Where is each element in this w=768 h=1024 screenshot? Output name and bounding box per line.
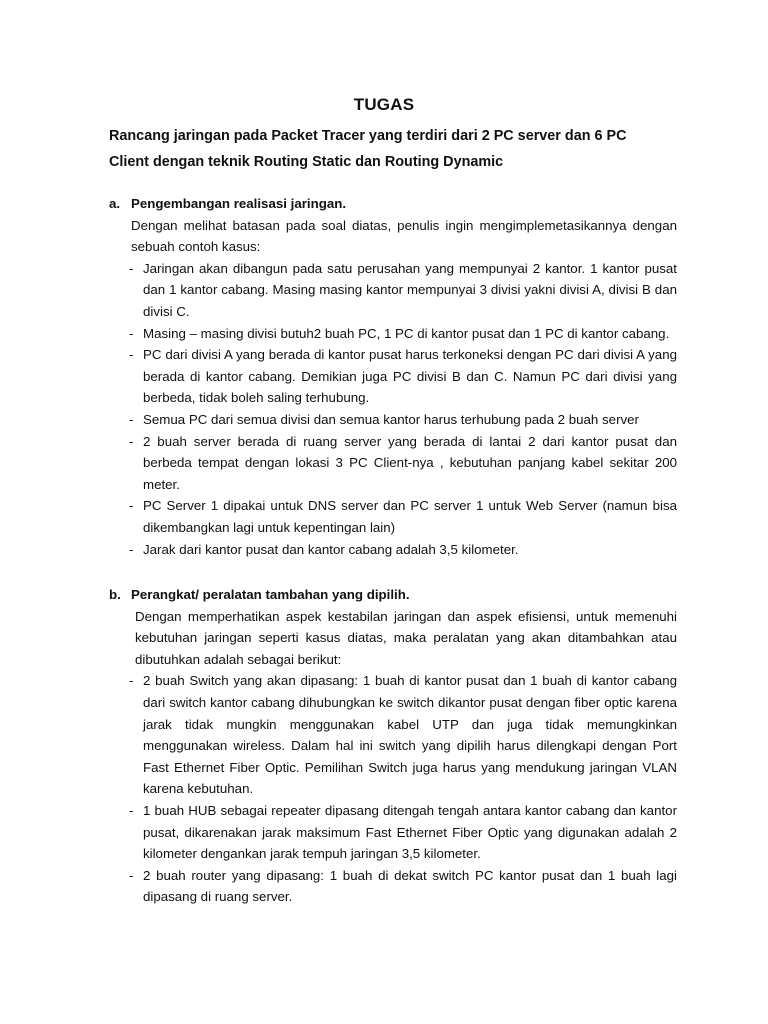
section-b-heading-text: Perangkat/ peralatan tambahan yang dipilih. (131, 587, 410, 602)
list-item (109, 344, 679, 409)
list-item-text: 2 buah router yang dipasang: 1 buah di dekat switch PC kantor pusat dan 1 buah lagi dipasang di ruang server. (143, 867, 677, 905)
list-item (109, 431, 679, 496)
section-a-intro: Dengan melihat batasan pada soal diatas, penulis ingin mengimplemetasikannya dengan sebuah contoh kasus: (131, 217, 677, 255)
list-item (109, 670, 679, 800)
section-b-intro: Dengan memperhatikan aspek kestabilan jaringan dan aspek efisiensi, untuk memenuhi kebutuhan jaringan seperti kasus diatas, maka peralatan yang akan ditambahkan atau dibutuhkan adalah sebagai berikut: (135, 608, 677, 667)
list-item-text: Semua PC dari semua divisi dan semua kantor harus terhubung pada 2 buah server (143, 411, 639, 427)
list-item-text: 2 buah Switch yang akan dipasang: 1 buah di kantor pusat dan 1 buah di kantor cabang dari switch kantor cabang dihubungkan ke switch dikantor pusat dengan fiber optic karena jarak tidak mungkin menggunakan kabel UTP dan juga tidak memungkinkan menggunakan wireless. Dalam hal ini switch yang dipilih harus dilengkapi dengan Port Fast Ethernet Fiber Optic. Pemilihan Switch juga harus yang mendukung jaringan VLAN karena kebutuhan. (143, 673, 677, 797)
document-title: TUGAS (353, 95, 415, 114)
section-b-heading (109, 584, 679, 606)
list-item-text: Jarak dari kantor pusat dan kantor cabang adalah 3,5 kilometer. (143, 541, 519, 557)
list-item (109, 495, 679, 538)
list-item-text: Masing – masing divisi butuh2 buah PC, 1 PC di kantor pusat dan 1 PC di kantor cabang. (143, 325, 670, 341)
list-item (109, 323, 679, 345)
list-marker: - (129, 867, 134, 883)
section-a-letter: a. (109, 196, 121, 211)
list-marker: - (129, 433, 134, 449)
list-item (109, 800, 679, 865)
list-marker: - (129, 347, 134, 363)
list-marker: - (129, 802, 134, 818)
section-b-letter: b. (109, 587, 121, 602)
list-item (109, 865, 679, 908)
list-item-text: 1 buah HUB sebagai repeater dipasang ditengah tengah antara kantor cabang dan kantor pusat, dikarenakan jarak maksimum Fast Ethernet Fiber Optic yang digunakan adalah 2 kilometer dengankan jarak tempuh jaringan 3,5 kilometer. (143, 802, 677, 862)
list-item-text: PC dari divisi A yang berada di kantor pusat harus terkoneksi dengan PC dari divisi A yang berada di kantor cabang. Demikian juga PC divisi B dan C. Namun PC dari divisi yang berbeda, tidak boleh saling terhubung. (143, 347, 677, 406)
list-marker: - (129, 541, 134, 557)
section-a-list (109, 258, 679, 560)
list-item-text: 2 buah server berada di ruang server yang berada di lantai 2 dari kantor pusat dan berbeda tempat dengan lokasi 3 PC Client-nya , kebutuhan panjang kabel sekitar 200 meter. (143, 433, 677, 492)
list-marker: - (129, 325, 134, 341)
section-b (109, 584, 679, 908)
list-item-text: PC Server 1 dipakai untuk DNS server dan PC server 1 untuk Web Server (namun bisa dikembangkan lagi untuk kepentingan lain) (143, 498, 677, 535)
document-subtitle: Rancang jaringan pada Packet Tracer yang terdiri dari 2 PC server dan 6 PC Client dengan teknik Routing Static dan Routing Dynamic (109, 128, 627, 170)
section-a (109, 193, 679, 560)
list-marker: - (129, 498, 134, 514)
list-marker: - (129, 260, 134, 276)
section-a-heading-text: Pengembangan realisasi jaringan. (131, 196, 347, 211)
list-item (109, 409, 679, 431)
list-item (109, 539, 679, 561)
list-marker: - (129, 673, 134, 689)
section-b-list (109, 670, 679, 908)
section-a-heading (109, 193, 679, 215)
list-marker: - (129, 411, 134, 427)
list-item (109, 258, 679, 323)
list-item-text: Jaringan akan dibangun pada satu perusahan yang mempunyai 2 kantor. 1 kantor pusat dan 1 kantor cabang. Masing masing kantor mempunyai 3 divisi yakni divisi A, divisi B dan divisi C. (143, 260, 677, 319)
